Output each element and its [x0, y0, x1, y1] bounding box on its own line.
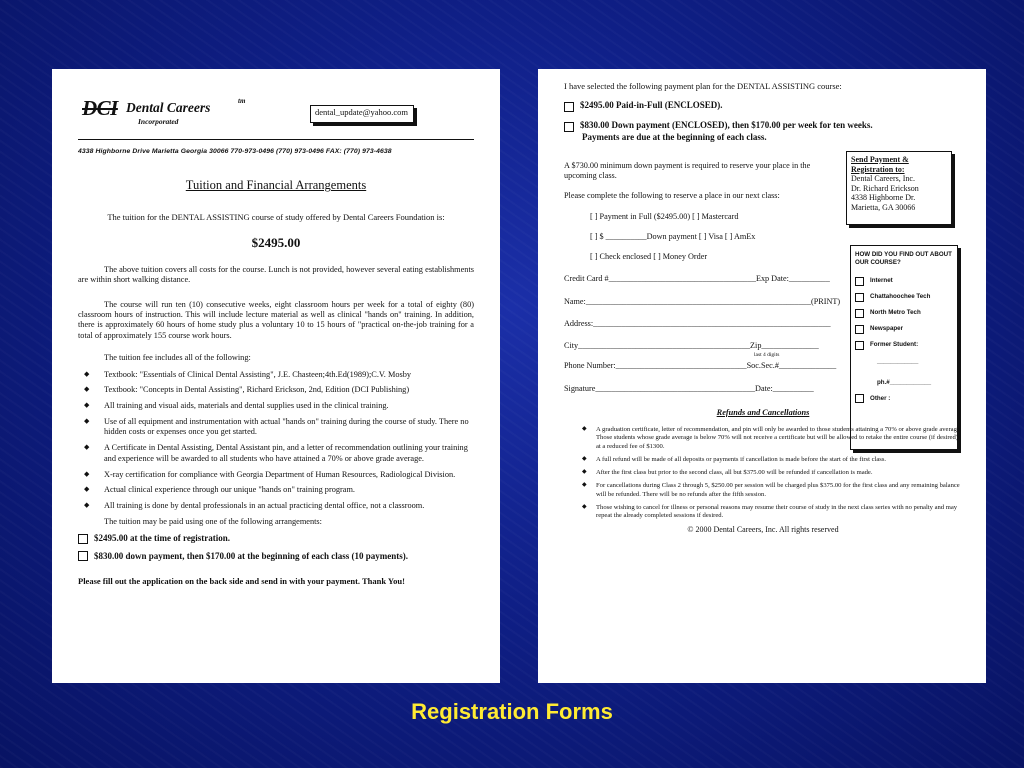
list-item: ◆ A full refund will be made of all deposits or payments if cancellation is made before the start of the first class.	[582, 456, 962, 464]
plan-option-label: $830.00 Down payment (ENCLOSED), then $170.00 per week for ten weeks.	[580, 119, 873, 130]
payment-intro: The tuition may be paid using one of the following arrangements:	[104, 517, 322, 527]
referral-option-label: Chattahoochee Tech	[870, 293, 931, 301]
city-zip-field: City__________________________________________Zip______________	[564, 341, 819, 351]
payment-option-label: $2495.00 at the time of registration.	[94, 533, 231, 544]
tuition-price: $2495.00	[251, 234, 301, 250]
tuition-form-page	[52, 69, 500, 683]
checkbox	[855, 341, 864, 350]
referral-source-box	[850, 245, 958, 450]
payment-choice-row: [ ] Check enclosed [ ] Money Order	[590, 252, 708, 262]
send-address-line: Marietta, GA 30066	[851, 202, 916, 212]
checkbox	[78, 551, 88, 561]
referral-option	[855, 293, 953, 302]
dci-logo: DCI	[82, 96, 118, 120]
list-item: ◆ A Certificate in Dental Assisting, Dental Assistant pin, and a letter of recommendation outlining your training and experience will be awarded to all students who have attained a 70% or above grade average.	[84, 443, 474, 464]
referral-option-label: Newspaper	[870, 325, 904, 333]
send-payment-box	[846, 151, 952, 225]
payment-choice-row: [ ] Payment in Full ($2495.00) [ ] Mastercard	[590, 211, 739, 221]
referral-option	[855, 309, 953, 318]
payment-choice-row: [ ] $ __________Down payment [ ] Visa [ ] AmEx	[590, 231, 756, 241]
send-address-line: Dr. Richard Erickson	[851, 183, 919, 193]
credit-card-field: Credit Card #____________________________________Exp Date:__________	[564, 274, 830, 284]
tuition-coverage-paragraph: The above tuition covers all costs for the course. Lunch is not provided, however several eating establishments are within short walking distance.	[78, 264, 474, 285]
page-title: Tuition and Financial Arrangements	[185, 178, 367, 193]
referral-option-label: North Metro Tech	[870, 309, 921, 317]
complete-instruction: Please complete the following to reserve a place in our next class:	[564, 191, 780, 201]
referral-option	[855, 277, 953, 286]
list-item: ◆ After the first class but prior to the second class, all but $375.00 will be refunded if cancellation is made.	[582, 469, 962, 477]
signature-date-field: Signature_______________________________________Date:__________	[564, 383, 814, 393]
checkbox	[855, 293, 864, 302]
letterhead-divider	[78, 139, 474, 140]
course-duration-paragraph: The course will run ten (10) consecutive weeks, eight classroom hours per week for a total of eighty (80) classroom hours of instruction. This will include lecture material as well as clinical "hands on" training. In addition, there is approximately 60 hours of home study plus a voluntary 10 to 15 hours of "practical on-the-job training for a total of approximately 155 course work hours.	[78, 299, 474, 340]
registration-form-page	[538, 69, 986, 683]
plan-option-full	[564, 100, 962, 112]
tuition-intro: The tuition for the DENTAL ASSISTING course of study offered by Dental Careers Foundation is:	[107, 212, 445, 223]
checkbox	[855, 277, 864, 286]
plan-option-label: $2495.00 Paid-in-Full (ENCLOSED).	[580, 99, 723, 110]
trademark-mark: tm	[238, 97, 246, 105]
copyright-notice: © 2000 Dental Careers, Inc. All rights reserved	[687, 525, 839, 535]
referral-option-label: Former Student:	[870, 341, 919, 349]
send-heading: Send Payment &	[851, 155, 909, 164]
referral-option-label: Internet	[870, 277, 893, 285]
company-address: 4338 Highborne Drive Marietta Georgia 30066 770-973-0496 (770) 973-0496 FAX: (770) 973-4638	[78, 148, 392, 155]
send-address-line: 4338 Highborne Dr.	[851, 193, 916, 203]
company-incorporated: Incorporated	[138, 117, 179, 126]
refund-policy-list	[582, 426, 962, 520]
former-student-name-line: ____________	[877, 357, 919, 365]
list-item: ◆ All training and visual aids, materials and dental supplies used in the clinical training.	[84, 401, 474, 411]
list-item: ◆ Use of all equipment and instrumentation with actual "hands on" training during the course of study. There no hidden costs or expenses once you get started.	[84, 417, 474, 438]
payment-plan-intro: I have selected the following payment plan for the DENTAL ASSISTING course:	[564, 81, 842, 91]
list-item: ◆ All training is done by dental professionals in an actual practicing dental office, not a classroom.	[84, 501, 474, 511]
checkbox	[564, 122, 574, 132]
payment-option-label: $830.00 down payment, then $170.00 at the beginning of each class (10 payments).	[94, 550, 409, 561]
includes-intro: The tuition fee includes all of the following:	[104, 353, 251, 363]
refunds-title: Refunds and Cancellations	[716, 407, 810, 417]
list-item: ◆ A graduation certificate, letter of recommendation, and pin will only be awarded to those students attaining a 70% or above grade average. Those students whose grade average is below 70% will not receive a certificate but will be allowed to retake the entire course (if desired) at a reduced fee of $1300.	[582, 426, 962, 451]
checkbox	[855, 325, 864, 334]
address-field: Address:__________________________________________________________	[564, 318, 831, 328]
send-heading: Registration to:	[851, 164, 905, 174]
name-field: Name:_______________________________________________________(PRINT)	[564, 296, 841, 306]
referral-option	[855, 325, 953, 334]
referral-option-label: Other :	[870, 394, 891, 402]
list-item: ◆ Actual clinical experience through our unique "hands on" training program.	[84, 485, 474, 495]
included-items-list	[84, 370, 474, 512]
checkbox	[564, 102, 574, 112]
plan-option-note: Payments are due at the beginning of each class.	[582, 131, 767, 142]
letterhead	[78, 83, 474, 133]
ssn-digits-note: last 4 digits	[754, 352, 780, 359]
referral-heading: HOW DID YOU FIND OUT ABOUT OUR COURSE?	[855, 251, 952, 266]
list-item: ◆ Those wishing to cancel for illness or personal reasons may resume their course of study in the next class series with no penalty and may repeat the already completed sessions if desired.	[582, 504, 962, 520]
plan-option-installments	[564, 120, 962, 132]
former-student-phone-line: ph.#____________	[877, 379, 932, 387]
checkbox	[855, 394, 864, 403]
list-item: ◆ Textbook: "Concepts in Dental Assisting", Richard Erickson, 2nd, Edition (DCI Publishing)	[84, 385, 474, 395]
slide-title: Registration Forms	[411, 699, 613, 724]
list-item: ◆ X-ray certification for compliance with Georgia Department of Human Resources, Radiological Division.	[84, 470, 474, 480]
minimum-deposit-note: A $730.00 minimum down payment is required to reserve your place in the upcoming class.	[564, 160, 811, 181]
checkbox	[78, 534, 88, 544]
checkbox	[855, 309, 864, 318]
email-address: dental_update@yahoo.com	[310, 105, 414, 123]
phone-ssn-field: Phone Number:________________________________Soc.Sec.#______________	[564, 361, 837, 371]
company-name: Dental Careers	[126, 100, 211, 115]
payment-option-installments	[78, 551, 474, 562]
list-item: ◆ For cancellations during Class 2 through 5, $250.00 per session will be charged plus $375.00 for the first class and any remaining balance will be refunded. There will be no refunds after the fifth session.	[582, 482, 962, 498]
list-item: ◆ Textbook: "Essentials of Clinical Dental Assisting", J.E. Chasteen;4th.Ed(1989);C.V. Mosby	[84, 370, 474, 380]
send-address-line: Dental Careers, Inc.	[851, 174, 915, 184]
referral-option-other	[855, 394, 953, 403]
referral-option	[855, 341, 953, 350]
closing-instruction: Please fill out the application on the back side and send in with your payment. Thank You!	[78, 575, 405, 586]
payment-option-full	[78, 533, 474, 544]
